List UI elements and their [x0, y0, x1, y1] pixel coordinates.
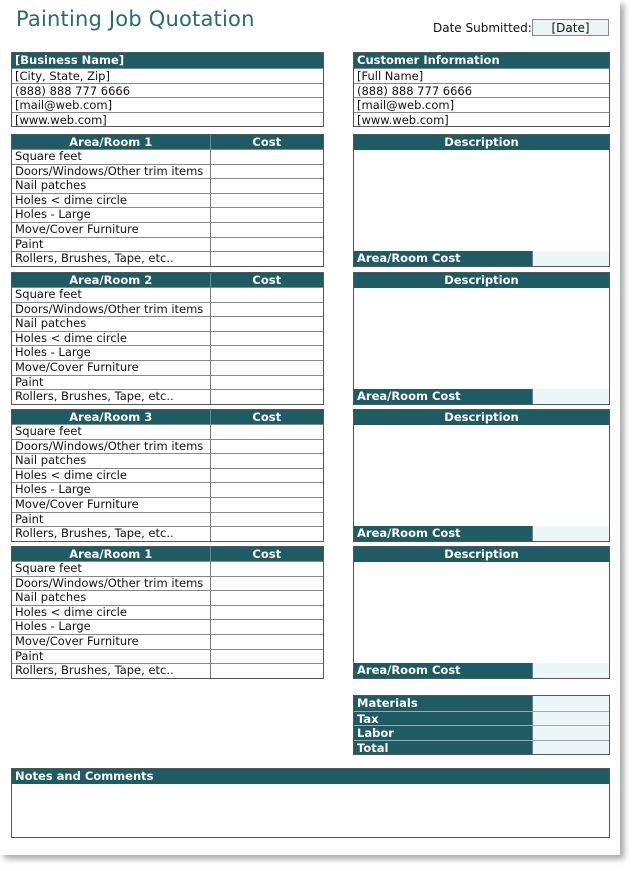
- table-row: [12, 620, 323, 635]
- description-block: [353, 272, 610, 405]
- customer-phone[interactable]: (888) 888 777 6666: [354, 83, 609, 98]
- table-row: [12, 237, 323, 252]
- description-area[interactable]: [354, 562, 609, 663]
- table-row: [12, 439, 323, 454]
- page-title: Painting Job Quotation: [16, 7, 255, 31]
- tax-value[interactable]: [532, 712, 609, 726]
- table-row: [12, 331, 323, 346]
- table-row: [12, 193, 323, 208]
- item-cost[interactable]: [210, 620, 323, 635]
- table-row: [12, 649, 323, 664]
- item-cost[interactable]: [210, 439, 323, 454]
- description-area[interactable]: [354, 425, 609, 526]
- area-cost-row: [354, 251, 609, 266]
- cost-header: Cost: [210, 547, 323, 562]
- item-cost[interactable]: [210, 425, 323, 440]
- table-row: [12, 605, 323, 620]
- table-row: [12, 527, 323, 541]
- business-name[interactable]: [Business Name]: [12, 53, 323, 68]
- table-row: [12, 375, 323, 390]
- area-cost-label: Area/Room Cost: [354, 389, 532, 404]
- total-label: Total: [354, 741, 532, 755]
- item-label: Holes - Large: [12, 620, 210, 635]
- item-label: Paint: [12, 649, 210, 664]
- item-label: Move/Cover Furniture: [12, 634, 210, 649]
- table-row: [12, 483, 323, 498]
- table-row: [12, 591, 323, 606]
- item-cost[interactable]: [210, 468, 323, 483]
- table-row: [12, 454, 323, 469]
- item-label: Holes < dime circle: [12, 331, 210, 346]
- item-label: Doors/Windows/Other trim items: [12, 302, 210, 317]
- area-cost-label: Area/Room Cost: [354, 663, 532, 678]
- item-cost[interactable]: [210, 179, 323, 194]
- item-label: Paint: [12, 237, 210, 252]
- customer-website[interactable]: [www.web.com]: [354, 112, 609, 127]
- item-label: Rollers, Brushes, Tape, etc..: [12, 664, 210, 678]
- item-cost[interactable]: [210, 208, 323, 223]
- description-area[interactable]: [354, 150, 609, 251]
- materials-value[interactable]: [532, 696, 609, 711]
- item-cost[interactable]: [210, 497, 323, 512]
- description-block: [353, 134, 610, 267]
- item-cost[interactable]: [210, 664, 323, 678]
- area-cost-value[interactable]: [532, 389, 609, 404]
- item-cost[interactable]: [210, 331, 323, 346]
- item-label: Rollers, Brushes, Tape, etc..: [12, 390, 210, 404]
- customer-info-block: [353, 52, 610, 127]
- area-table: [11, 546, 324, 679]
- table-row: [12, 288, 323, 303]
- item-label: Nail patches: [12, 179, 210, 194]
- business-email[interactable]: [mail@web.com]: [12, 97, 323, 112]
- labor-value[interactable]: [532, 726, 609, 740]
- tax-row: [354, 711, 609, 726]
- table-row: [12, 562, 323, 577]
- date-label: Date Submitted:: [433, 21, 532, 35]
- area-cost-row: [354, 389, 609, 404]
- business-website[interactable]: [www.web.com]: [12, 112, 323, 127]
- item-cost[interactable]: [210, 193, 323, 208]
- item-cost[interactable]: [210, 576, 323, 591]
- cost-header: Cost: [210, 410, 323, 425]
- item-cost[interactable]: [210, 288, 323, 303]
- item-label: Paint: [12, 375, 210, 390]
- item-cost[interactable]: [210, 512, 323, 527]
- description-header: Description: [354, 547, 609, 562]
- description-block: [353, 409, 610, 542]
- item-cost[interactable]: [210, 375, 323, 390]
- item-cost[interactable]: [210, 222, 323, 237]
- item-cost[interactable]: [210, 237, 323, 252]
- item-cost[interactable]: [210, 164, 323, 179]
- item-label: Square feet: [12, 562, 210, 577]
- business-phone[interactable]: (888) 888 777 6666: [12, 83, 323, 98]
- table-row: [12, 512, 323, 527]
- item-label: Nail patches: [12, 454, 210, 469]
- item-label: Square feet: [12, 288, 210, 303]
- area-table: [11, 272, 324, 405]
- totals-table: [353, 695, 610, 755]
- item-cost[interactable]: [210, 360, 323, 375]
- item-cost[interactable]: [210, 591, 323, 606]
- total-value[interactable]: [532, 741, 609, 755]
- labor-label: Labor: [354, 726, 532, 740]
- table-row: [12, 179, 323, 194]
- item-cost[interactable]: [210, 527, 323, 541]
- item-label: Move/Cover Furniture: [12, 222, 210, 237]
- item-label: Nail patches: [12, 317, 210, 332]
- area-header: Area/Room 1: [12, 135, 210, 150]
- notes-area[interactable]: [12, 784, 609, 837]
- customer-name[interactable]: [Full Name]: [354, 68, 609, 83]
- materials-label: Materials: [354, 696, 532, 711]
- area-cost-row: [354, 663, 609, 678]
- item-cost[interactable]: [210, 302, 323, 317]
- customer-header: Customer Information: [354, 53, 609, 68]
- table-row: [12, 317, 323, 332]
- item-label: Rollers, Brushes, Tape, etc..: [12, 527, 210, 541]
- area-table: [11, 409, 324, 542]
- item-cost[interactable]: [210, 605, 323, 620]
- business-city[interactable]: [City, State, Zip]: [12, 68, 323, 83]
- table-row: [12, 252, 323, 266]
- description-block: [353, 546, 610, 679]
- table-row: [12, 360, 323, 375]
- description-area[interactable]: [354, 288, 609, 389]
- table-row: [12, 634, 323, 649]
- area-cost-value[interactable]: [532, 663, 609, 678]
- item-label: Rollers, Brushes, Tape, etc..: [12, 252, 210, 266]
- table-row: [12, 576, 323, 591]
- table-row: [12, 164, 323, 179]
- area-cost-label: Area/Room Cost: [354, 251, 532, 266]
- item-cost[interactable]: [210, 150, 323, 165]
- table-row: [12, 468, 323, 483]
- table-row: [12, 208, 323, 223]
- item-label: Doors/Windows/Other trim items: [12, 576, 210, 591]
- area-cost-value[interactable]: [532, 251, 609, 266]
- area-header: Area/Room 3: [12, 410, 210, 425]
- item-label: Holes - Large: [12, 483, 210, 498]
- tax-label: Tax: [354, 712, 532, 726]
- table-row: [12, 302, 323, 317]
- item-label: Nail patches: [12, 591, 210, 606]
- item-cost[interactable]: [210, 390, 323, 404]
- item-cost[interactable]: [210, 562, 323, 577]
- materials-row: [354, 696, 609, 711]
- item-cost[interactable]: [210, 252, 323, 266]
- business-info-block: [11, 52, 324, 127]
- area-header: Area/Room 2: [12, 273, 210, 288]
- item-label: Holes - Large: [12, 208, 210, 223]
- area-header: Area/Room 1: [12, 547, 210, 562]
- item-label: Holes < dime circle: [12, 468, 210, 483]
- item-label: Doors/Windows/Other trim items: [12, 439, 210, 454]
- item-label: Square feet: [12, 150, 210, 165]
- item-label: Square feet: [12, 425, 210, 440]
- item-label: Holes < dime circle: [12, 605, 210, 620]
- item-cost[interactable]: [210, 346, 323, 361]
- item-cost[interactable]: [210, 634, 323, 649]
- item-label: Doors/Windows/Other trim items: [12, 164, 210, 179]
- table-row: [12, 222, 323, 237]
- description-header: Description: [354, 135, 609, 150]
- item-label: Holes < dime circle: [12, 193, 210, 208]
- table-row: [12, 497, 323, 512]
- table-row: [12, 150, 323, 165]
- item-cost[interactable]: [210, 483, 323, 498]
- table-row: [12, 425, 323, 440]
- notes-header: Notes and Comments: [12, 769, 609, 784]
- area-cost-label: Area/Room Cost: [354, 526, 532, 541]
- cost-header: Cost: [210, 135, 323, 150]
- item-cost[interactable]: [210, 649, 323, 664]
- cost-header: Cost: [210, 273, 323, 288]
- table-row: [12, 346, 323, 361]
- customer-email[interactable]: [mail@web.com]: [354, 97, 609, 112]
- date-field[interactable]: [Date]: [532, 19, 609, 36]
- notes-block: [11, 768, 610, 838]
- table-row: [12, 664, 323, 678]
- item-cost[interactable]: [210, 317, 323, 332]
- item-cost[interactable]: [210, 454, 323, 469]
- area-cost-row: [354, 526, 609, 541]
- item-label: Move/Cover Furniture: [12, 360, 210, 375]
- item-label: Move/Cover Furniture: [12, 497, 210, 512]
- area-table: [11, 134, 324, 267]
- area-cost-value[interactable]: [532, 526, 609, 541]
- description-header: Description: [354, 273, 609, 288]
- description-header: Description: [354, 410, 609, 425]
- table-row: [12, 390, 323, 404]
- labor-row: [354, 725, 609, 740]
- item-label: Holes - Large: [12, 346, 210, 361]
- total-row: [354, 740, 609, 755]
- item-label: Paint: [12, 512, 210, 527]
